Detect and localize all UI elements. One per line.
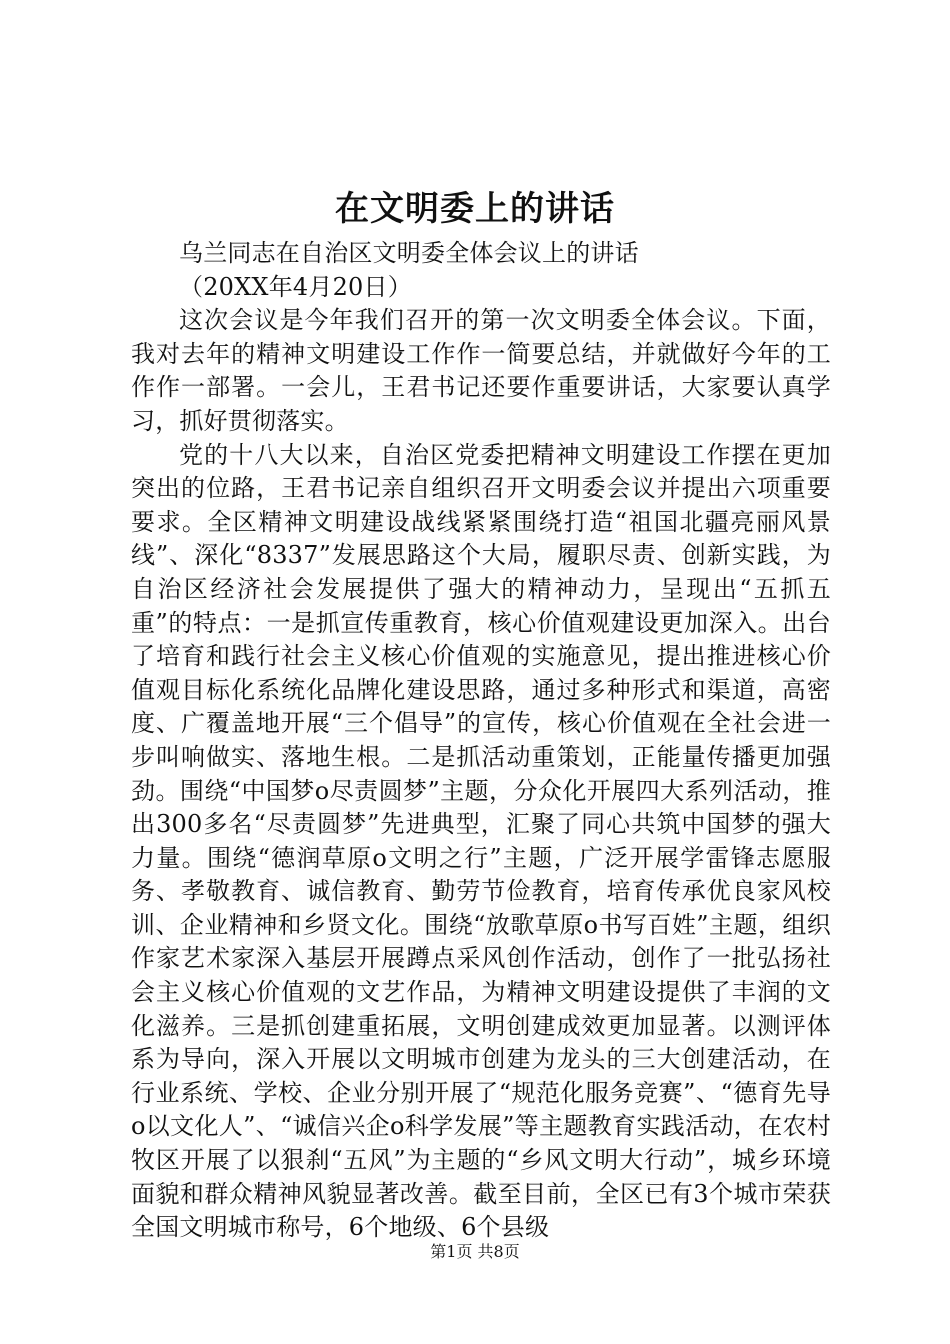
paragraph-intro: 这次会议是今年我们召开的第一次文明委全体会议。下面，我对去年的精神文明建设工作作一简要总结，并就做好今年的工作作一部署。一会儿，王君书记还要作重要讲话，大家要认真学习，抓好贯彻落实。 [131, 306, 831, 435]
date-line: （20XX年4月20日） [179, 272, 412, 301]
paragraph-summary: 党的十八大以来，自治区党委把精神文明建设工作摆在更加突出的位路，王君书记亲自组织召开文明委会议并提出六项重要要求。全区精神文明建设战线紧紧围绕打造“祖国北疆亮丽风景线”、深化“8337”发展思路这个大局，履职尽责、创新实践，为自治区经济社会发展提供了强大的精神动力，呈现出“五抓五重”的特点：一是抓宣传重教育，核心价值观建设更加深入。出台了培育和践行社会主义核心价值观的实施意见，提出推进核心价值观目标化系统化品牌化建设思路，通过多种形式和渠道，高密度、广覆盖地开展“三个倡导”的宣传，核心价值观在全社会进一步叫响做实、落地生根。二是抓活动重策划，正能量传播更加强劲。围绕“中国梦ο尽责圆梦”主题，分众化开展四大系列活动，推出300多名“尽责圆梦”先进典型，汇聚了同心共筑中国梦的强大力量。围绕“德润草原ο文明之行”主题，广泛开展学雷锋志愿服务、孝敬教育、诚信教育、勤劳节俭教育，培育传承优良家风校训、企业精神和乡贤文化。围绕“放歌草原ο书写百姓”主题，组织作家艺术家深入基层开展蹲点采风创作活动，创作了一批弘扬社会主义核心价值观的文艺作品，为精神文明建设提供了丰润的文化滋养。三是抓创建重拓展，文明创建成效更加显著。以测评体系为导向，深入开展以文明城市创建为龙头的三大创建活动，在行业系统、学校、企业分别开展了“规范化服务竞赛”、“德育先导ο以文化人”、“诚信兴企ο科学发展”等主题教育实践活动，在农村牧区开展了以狠刹“五风”为主题的“乡风文明大行动”，城乡环境面貌和群众精神风貌显著改善。截至目前，全区已有3个城市荣获全国文明城市称号，6个地级、6个县级 [131, 440, 831, 1242]
document-body [131, 237, 831, 1245]
document-title: 在文明委上的讲话 [335, 189, 615, 229]
page-footer: 第1页 共8页 [430, 1242, 520, 1261]
subtitle-line: 乌兰同志在自治区文明委全体会议上的讲话 [179, 239, 639, 267]
